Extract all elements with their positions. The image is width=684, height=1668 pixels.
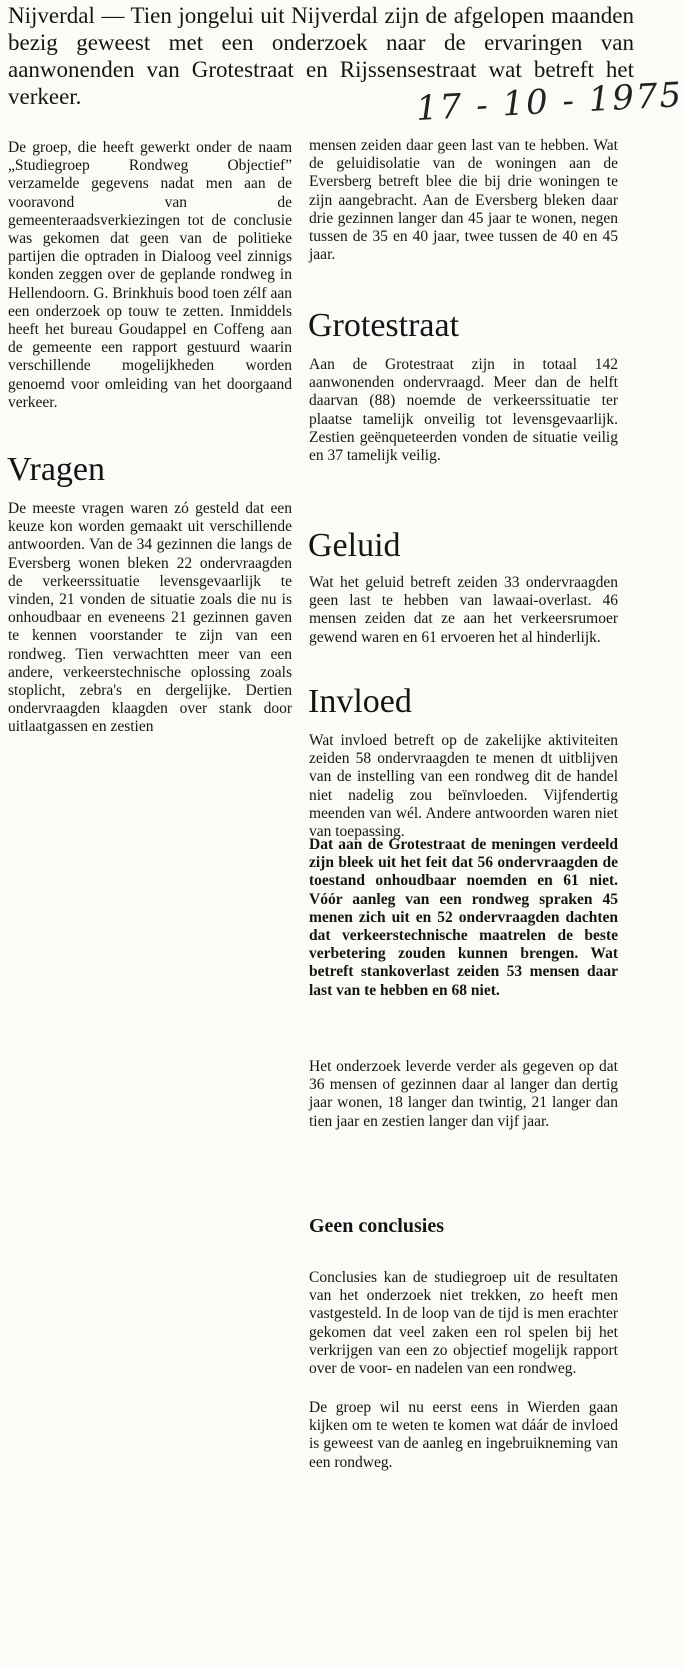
right-paragraph-4: Wat invloed betreft op de zakelijke aktiviteiten zeiden 58 ondervraagden te menen dt uitblijven van de instelling van een rondweg dit de handel niet nadelig zou beïnvloeden. Vijfendertig meenden van wél. Andere antwoorden waren niet van toepassing. — [309, 732, 618, 841]
right-paragraph-7: Conclusies kan de studiegroep uit de resultaten van het onderzoek niet trekken, zo heeft men vastgesteld. In de loop van de tijd is men erachter gekomen dat veel zaken een rol spelen bij het verkrijgen van een zo objectief mogelijk rapport over de voor- en nadelen van een rondweg. — [309, 1269, 618, 1378]
handwritten-date: 17 - 10 - 1975 — [415, 75, 684, 129]
right-paragraph-1: mensen zeiden daar geen last van te hebben. Wat de geluidisolatie van de woningen aan de Eversberg betreft blee die bij drie woningen te zijn aangebracht. Aan de Eversberg bleken daar drie gezinnen langer dan 45 jaar te wonen, negen tussen de 35 en 40 jaar, twee tussen de 40 en 45 jaar. — [309, 137, 618, 264]
left-paragraph-2: De meeste vragen waren zó gesteld dat een keuze kon worden gemaakt uit verschillende antwoorden. Van de 34 gezinnen die langs de Eversberg wonen bleken 22 ondervraagden de verkeerssituatie levensgevaarlijk te vinden, 21 vonden de situatie zoals die nu is onhoudbaar en eveneens 21 gezinnen gaven te kennen voorstander te zijn van een rondweg. Tien verwachtten meer van een andere, verkeerstechnische oplossing zoals stoplicht, zebra's en dergelijke. Dertien ondervraagden klaagden over stank door uitlaatgassen en zestien — [8, 500, 292, 736]
right-paragraph-6: Het onderzoek leverde verder als gegeven op dat 36 mensen of gezinnen daar al langer dan dertig jaar wonen, 18 langer dan twintig, 21 langer dan tien jaar en zestien langer dan vijf jaar. — [309, 1058, 618, 1130]
right-paragraph-8: De groep wil nu eerst eens in Wierden gaan kijken om te weten te komen wat dáár de invloed is geweest van de aanleg en ingebruikneming van een rondweg. — [309, 1399, 618, 1471]
heading-grotestraat: Grotestraat — [308, 307, 460, 344]
heading-geluid: Geluid — [308, 527, 401, 564]
right-paragraph-3: Wat het geluid betreft zeiden 33 ondervraagden geen last te hebben van lawaai-overlast. 46 mensen zeiden dat ze aan het verkeersrumoer gewend waren en 61 ervoeren het al hinderlijk. — [309, 574, 618, 646]
heading-geen-conclusies: Geen conclusies — [309, 1215, 444, 1237]
intro-paragraph: Nijverdal — Tien jongelui uit Nijverdal zijn de afgelopen maanden bezig geweest met een onderzoek naar de ervaringen van aanwonenden van Grotestraat en Rijssensestraat wat betreft het verkeer. — [8, 3, 634, 109]
right-paragraph-2: Aan de Grotestraat zijn in totaal 142 aanwonenden ondervraagd. Meer dan de helft daarvan (88) noemde de verkeerssituatie ter plaatse tamelijk onveilig tot levensgevaarlijk. Zestien geënqueteerden vonden de situatie veilig en 37 tamelijk veilig. — [309, 356, 618, 465]
heading-vragen: Vragen — [7, 451, 106, 488]
heading-invloed: Invloed — [308, 683, 412, 720]
right-paragraph-5-bold: Dat aan de Grotestraat de meningen verdeeld zijn bleek uit het feit dat 56 ondervraagden de toestand onhoudbaar noemden en 61 niet. Vóór aanleg van een rondweg spraken 45 menen zich uit en 52 ondervraagden dachten dat verkeerstechnische maatrelen de beste verbetering zouden kunnen brengen. Wat betreft stankoverlast zeiden 53 mensen daar last van te hebben en 68 niet. — [309, 836, 618, 999]
left-paragraph-1: De groep, die heeft gewerkt onder de naam „Studiegroep Rondweg Objectief” verzamelde gegevens nadat men aan de vooravond van de gemeenteraadsverkiezingen tot de conclusie was gekomen dat geen van de politieke partijen die optraden in Dialoog veel zinnigs konden zeggen over de geplande rondweg in Hellendoorn. G. Brinkhuis bood toen zélf aan een onderzoek op touw te zetten. Inmiddels heeft het bureau Goudappel en Coffeng aan de gemeente een rapport gestuurd waarin verschillende mogelijkheden worden genoemd voor omleiding van het doorgaand verkeer. — [8, 139, 292, 411]
